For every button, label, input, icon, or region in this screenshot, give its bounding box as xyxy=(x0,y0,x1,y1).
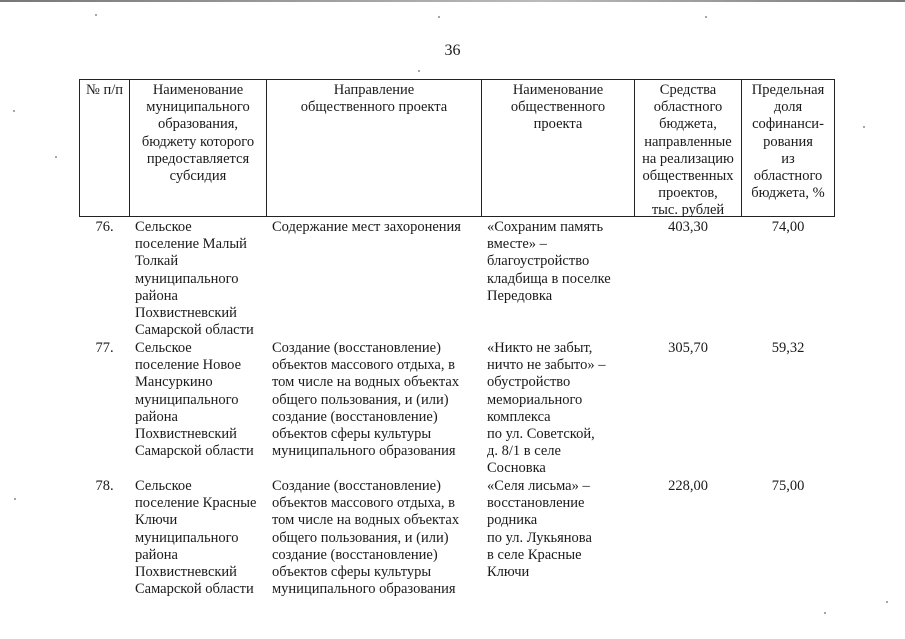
row-num: 77. xyxy=(95,340,114,356)
row-share: 74,00 xyxy=(771,219,805,235)
page-number: 36 xyxy=(444,42,461,59)
scan-speck xyxy=(824,612,826,614)
header-funds: Средства областного бюджета, направленные на реализацию общественных проектов, тыс. рублей xyxy=(642,82,734,219)
row-direction: Создание (восстановление) объектов массового отдыха, в том числе на водных объектах общего пользования, и (или) создание (восстановление) объектов сферы культуры муниципального образования xyxy=(272,340,460,460)
row-funds: 403,30 xyxy=(668,219,708,235)
row-funds: 228,00 xyxy=(668,478,708,494)
row-project: «Никто не забыт, ничто не забыто» – обустройство мемориального комплекса по ул. Советской, д. 8/1 в селе Сосновка xyxy=(487,340,606,477)
row-municipality: Сельское поселение Малый Толкай муниципального района Похвистневский Самарской области xyxy=(135,219,254,339)
row-project: «Сохраним память вместе» – благоустройство кладбища в поселке Передовка xyxy=(487,219,611,304)
header-municipality: Наименование муниципального образования, бюджету которого предоставляется субсидия xyxy=(141,82,255,185)
row-share: 59,32 xyxy=(771,340,805,356)
scan-speck xyxy=(438,16,440,18)
header-project: Наименование общественного проекта xyxy=(510,82,606,133)
row-direction: Содержание мест захоронения xyxy=(272,219,461,235)
scan-speck xyxy=(14,498,16,500)
header-share: Предельная доля софинанси- рования из областного бюджета, % xyxy=(751,82,825,202)
col-divider-0 xyxy=(79,79,80,217)
row-direction: Создание (восстановление) объектов массового отдыха, в том числе на водных объектах общего пользования, и (или) создание (восстановление) объектов сферы культуры муниципального образования xyxy=(272,478,460,598)
table-top-border xyxy=(79,79,834,80)
row-funds: 305,70 xyxy=(668,340,708,356)
scan-speck xyxy=(886,601,888,603)
row-municipality: Сельское поселение Новое Мансуркино муниципального района Похвистневский Самарской области xyxy=(135,340,254,460)
scan-speck xyxy=(863,126,865,128)
row-num: 78. xyxy=(95,478,114,494)
scan-speck xyxy=(705,16,707,18)
scan-speck xyxy=(55,156,57,158)
row-share: 75,00 xyxy=(771,478,805,494)
row-project: «Селя лисьма» – восстановление родника по ул. Лукьянова в селе Красные Ключи xyxy=(487,478,592,581)
row-municipality: Сельское поселение Красные Ключи муниципального района Похвистневский Самарской области xyxy=(135,478,257,598)
header-num: № п/п xyxy=(85,82,123,98)
scan-speck xyxy=(95,14,97,16)
header-direction: Направление общественного проекта xyxy=(300,82,448,116)
scan-speck xyxy=(13,110,15,112)
col-divider-6 xyxy=(834,79,835,217)
scan-top-edge xyxy=(0,0,905,2)
row-num: 76. xyxy=(95,219,114,235)
scan-speck xyxy=(418,70,420,72)
